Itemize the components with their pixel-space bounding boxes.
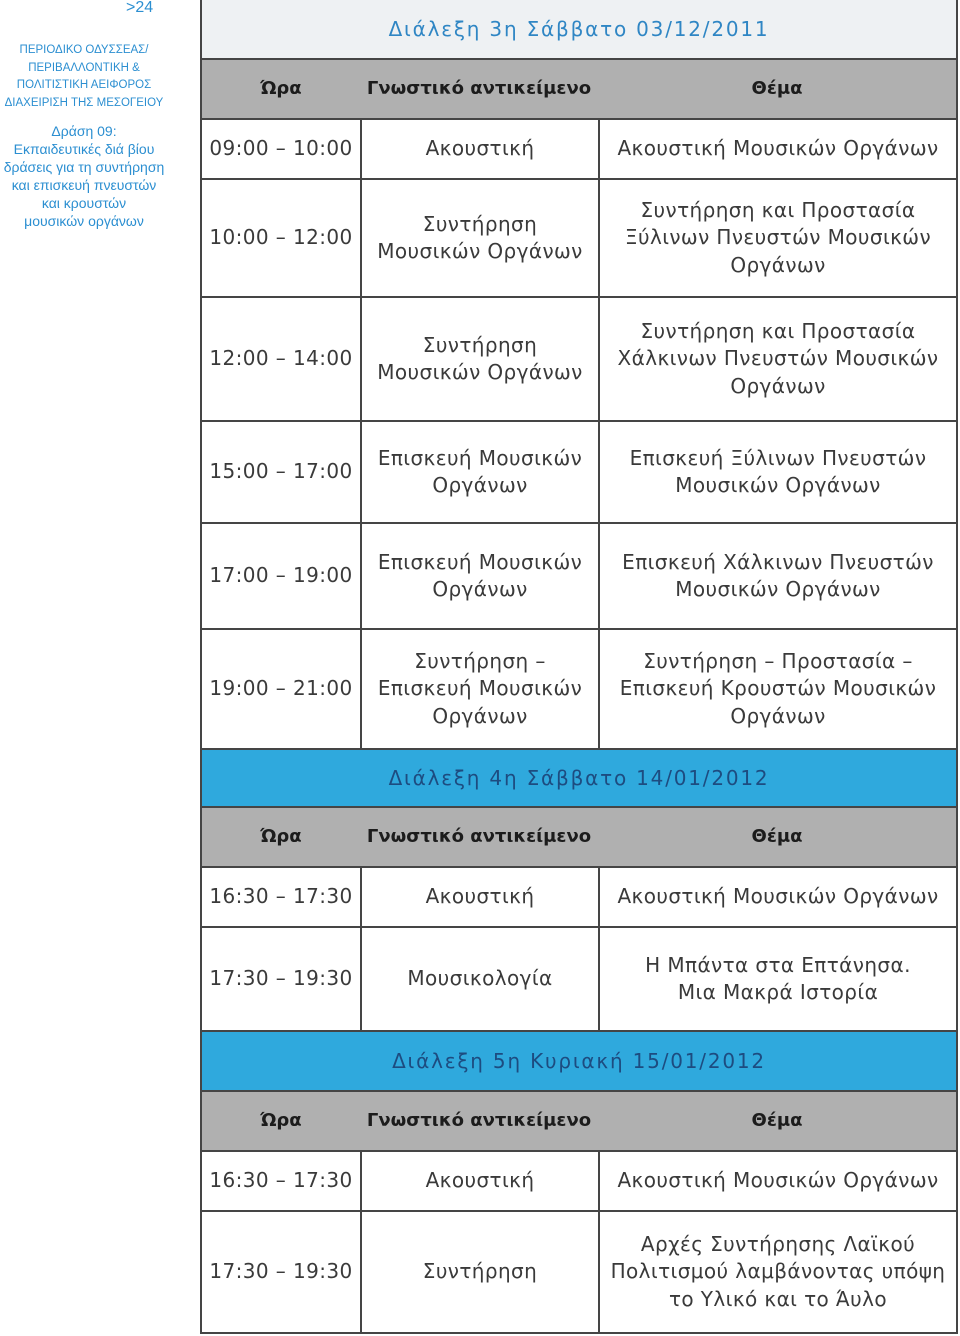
topic-line: Οργάνων: [730, 373, 826, 398]
action-title: [0, 122, 168, 230]
column-header-subject: Γνωστικό αντικείμενο: [366, 1110, 592, 1132]
action-title-line: μουσικών οργάνων: [24, 213, 144, 229]
journal-title-line: ΠΟΛΙΤΙΣΤΙΚΗ ΑΕΙΦΟΡΟΣ: [16, 79, 152, 91]
time-cell: 10:00 – 12:00: [209, 225, 353, 250]
schedule-row: [202, 1212, 956, 1334]
schedule-row: [202, 868, 956, 928]
time-cell: 17:30 – 19:30: [209, 1259, 353, 1284]
action-title-line: Δράση 09:: [51, 123, 117, 139]
subject-cell: [360, 298, 598, 420]
topic-line: Ξύλινων Πνευστών Μουσικών: [624, 225, 932, 250]
subject-line: Μουσικολογία: [407, 966, 553, 991]
topic-line: Συντήρηση – Προστασία –: [643, 648, 913, 673]
lecture-title-banner: Διάλεξη 3η Σάββατο 03/12/2011: [202, 0, 956, 60]
topic-line: Μουσικών Οργάνων: [675, 577, 881, 601]
lecture-title-banner: Διάλεξη 5η Κυριακή 15/01/2012: [202, 1032, 956, 1092]
subject-line: Ακουστική: [425, 1168, 535, 1193]
subject-line: Μουσικών Οργάνων: [377, 360, 583, 384]
topic-line: Αρχές Συντήρησης Λαϊκού: [640, 1231, 916, 1256]
topic-line: Ακουστική Μουσικών Οργάνων: [617, 136, 939, 161]
sidebar: [0, 0, 168, 240]
subject-line: Συντήρηση –: [414, 648, 546, 673]
time-cell: 19:00 – 21:00: [209, 676, 353, 701]
column-header-row: [202, 60, 956, 120]
journal-title-line: ΠΕΡΙΒΑΛΛΟΝΤΙΚΗ &: [28, 61, 140, 74]
time-cell: 09:00 – 10:00: [209, 136, 353, 161]
schedule-row: [202, 422, 956, 524]
subject-line: Συντήρηση: [422, 332, 538, 357]
subject-cell: [360, 868, 598, 926]
subject-line: Ακουστική: [425, 884, 535, 909]
journal-title-line: ΠΕΡΙΟΔΙΚΟ ΟΔΥΣΣΕΑΣ/: [19, 44, 149, 56]
action-title-line: δράσεις για τη συντήρηση: [3, 159, 165, 175]
subject-line: Μουσικών Οργάνων: [377, 239, 583, 263]
subject-cell: [360, 422, 598, 522]
subject-line: Επισκευή Μουσικών: [377, 549, 583, 574]
topic-line: Πολιτισμού λαμβάνοντας υπόψη: [610, 1259, 946, 1284]
subject-line: Συντήρηση: [422, 211, 538, 236]
column-header-topic: Θέμα: [751, 78, 803, 100]
subject-cell: [360, 1152, 598, 1210]
column-header-subject: Γνωστικό αντικείμενο: [366, 826, 592, 848]
time-cell: 17:00 – 19:00: [209, 563, 353, 588]
action-title-line: Εκπαιδευτικές διά βίου: [13, 141, 155, 157]
topic-cell: [598, 1152, 956, 1210]
page-number: >24: [126, 0, 154, 16]
schedule-row: [202, 1152, 956, 1212]
subject-line: Ακουστική: [425, 136, 535, 161]
time-cell: 12:00 – 14:00: [209, 346, 353, 371]
schedule-row: [202, 298, 956, 422]
topic-line: Οργάνων: [730, 252, 826, 277]
topic-line: Η Μπάντα στα Επτάνησα.: [645, 952, 911, 977]
topic-cell: [598, 1212, 956, 1332]
journal-title: [0, 42, 168, 112]
topic-line: Μια Μακρά Ιστορία: [677, 980, 879, 1004]
subject-line: Οργάνων: [432, 577, 528, 601]
topic-line: Μουσικών Οργάνων: [675, 473, 881, 497]
topic-cell: [598, 422, 956, 522]
subject-cell: [360, 630, 598, 748]
schedule-row: [202, 928, 956, 1032]
topic-cell: [598, 630, 956, 748]
schedule-row: [202, 120, 956, 180]
topic-cell: [598, 180, 956, 296]
topic-cell: [598, 524, 956, 628]
topic-line: Επισκευή Ξύλινων Πνευστών: [629, 445, 927, 470]
topic-line: Επισκευή Χάλκινων Πνευστών: [622, 549, 934, 574]
column-header-topic: Θέμα: [751, 826, 803, 848]
subject-line: Συντήρηση: [422, 1259, 538, 1284]
time-cell: 15:00 – 17:00: [209, 459, 353, 484]
column-header-row: [202, 808, 956, 868]
column-header-topic: Θέμα: [751, 1110, 803, 1132]
schedule-row: [202, 180, 956, 298]
lecture-title-banner: Διάλεξη 4η Σάββατο 14/01/2012: [202, 750, 956, 808]
action-title-line: και επισκευή πνευστών: [11, 177, 157, 193]
topic-cell: [598, 298, 956, 420]
subject-cell: [360, 120, 598, 178]
subject-cell: [360, 1212, 598, 1332]
subject-line: Επισκευή Μουσικών: [377, 445, 583, 470]
topic-line: Χάλκινων Πνευστών Μουσικών: [617, 346, 939, 371]
column-header-time: Ώρα: [260, 826, 302, 848]
topic-cell: [598, 120, 956, 178]
subject-line: Οργάνων: [432, 703, 528, 728]
time-cell: 16:30 – 17:30: [209, 884, 353, 909]
schedule-table: [200, 0, 958, 1334]
column-header-subject: Γνωστικό αντικείμενο: [366, 78, 592, 100]
column-header-row: [202, 1092, 956, 1152]
topic-line: Οργάνων: [730, 703, 826, 728]
subject-cell: [360, 180, 598, 296]
action-title-line: και κρουστών: [41, 195, 127, 211]
topic-line: το Υλικό και το Άυλο: [668, 1286, 888, 1311]
time-cell: 16:30 – 17:30: [209, 1168, 353, 1193]
journal-title-line: ΔΙΑΧΕΙΡΙΣΗ ΤΗΣ ΜΕΣΟΓΕΙΟΥ: [4, 96, 164, 109]
topic-line: Ακουστική Μουσικών Οργάνων: [617, 1168, 939, 1193]
topic-line: Συντήρηση και Προστασία: [640, 197, 916, 222]
topic-cell: [598, 868, 956, 926]
subject-line: Οργάνων: [432, 473, 528, 497]
column-header-time: Ώρα: [260, 1110, 302, 1132]
time-cell: 17:30 – 19:30: [209, 966, 353, 991]
schedule-row: [202, 524, 956, 630]
column-header-time: Ώρα: [260, 78, 302, 100]
subject-cell: [360, 928, 598, 1030]
topic-line: Επισκευή Κρουστών Μουσικών: [619, 676, 937, 701]
subject-cell: [360, 524, 598, 628]
topic-line: Ακουστική Μουσικών Οργάνων: [617, 884, 939, 909]
subject-line: Επισκευή Μουσικών: [377, 676, 583, 701]
schedule-row: [202, 630, 956, 750]
topic-cell: [598, 928, 956, 1030]
topic-line: Συντήρηση και Προστασία: [640, 318, 916, 343]
